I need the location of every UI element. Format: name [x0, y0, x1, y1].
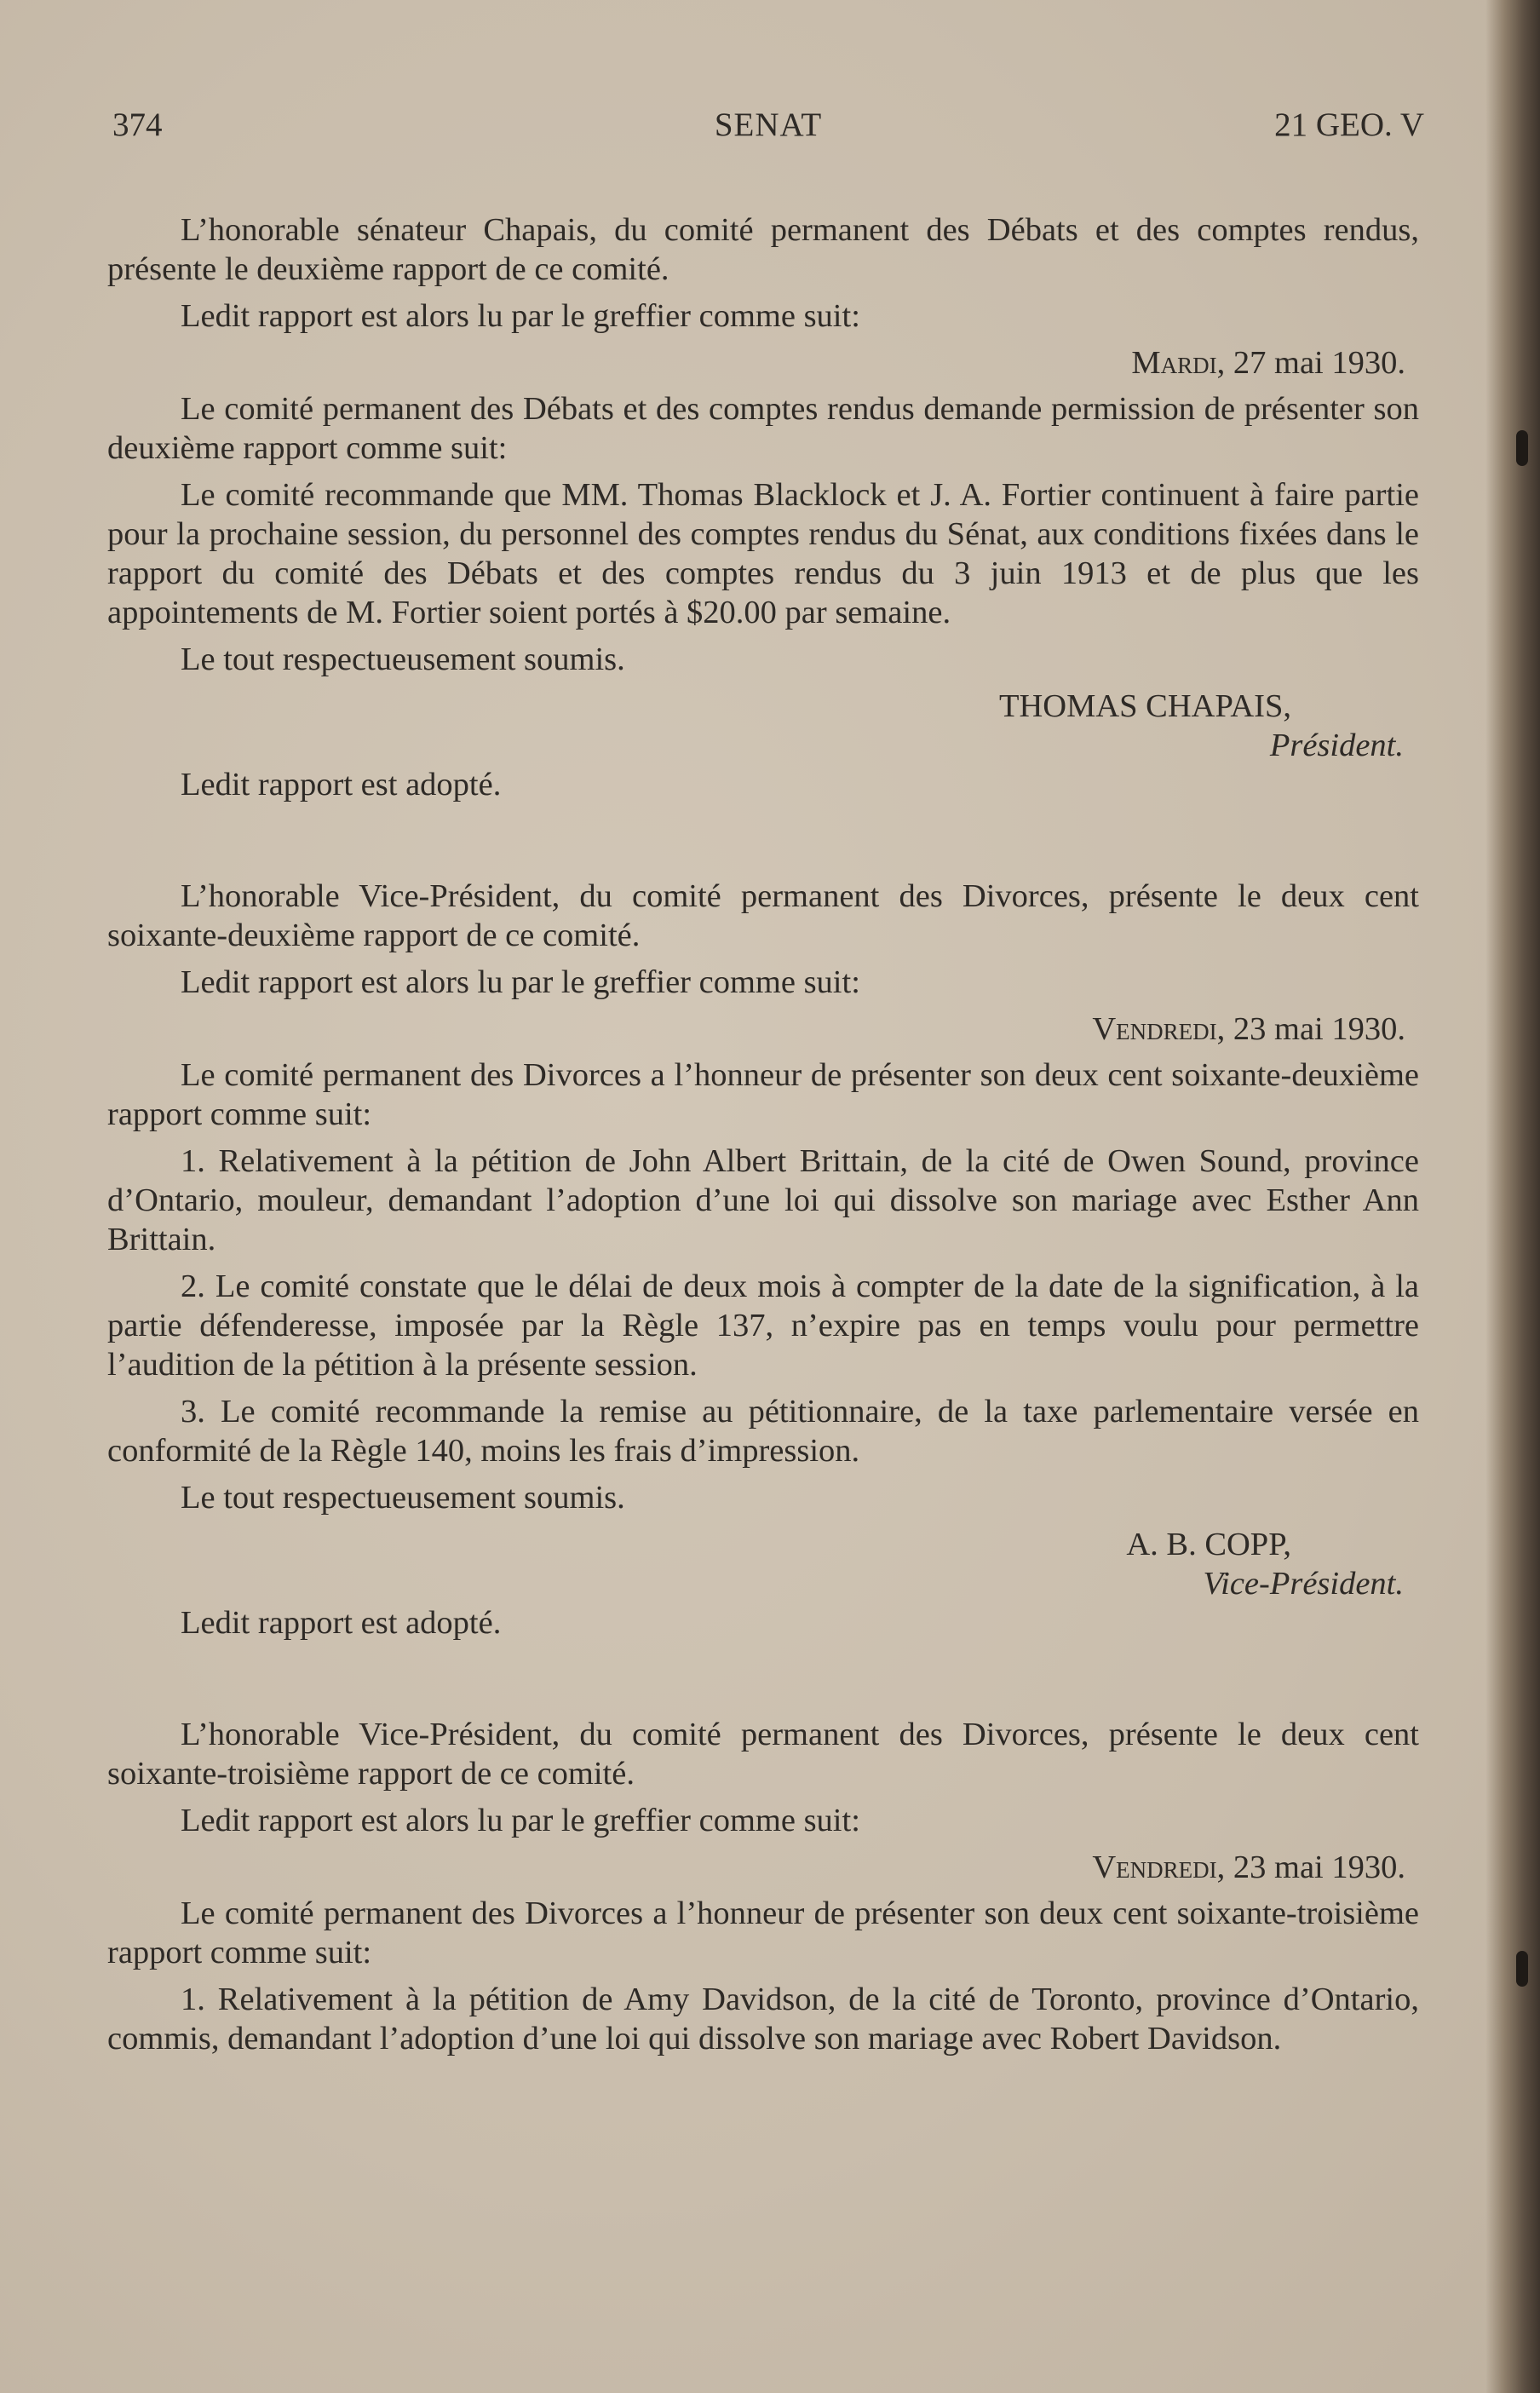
section2-intro: L’honorable Vice-Président, du comité permanent des Divorces, présente le deux cent soixante-deuxième rapport de ce comité. — [107, 878, 1419, 953]
section2-submitted: Le tout respectueusement soumis. — [181, 1480, 625, 1516]
section2-role: Vice-Président. — [1203, 1566, 1404, 1602]
section2-date-rest: , 23 mai 1930. — [1216, 1011, 1405, 1047]
section1-submitted: Le tout respectueusement soumis. — [181, 641, 625, 677]
spine-mark — [1516, 1951, 1528, 1987]
section1-read: Ledit rapport est alors lu par le greffier comme suit: — [181, 298, 860, 334]
section2-signatory: A. B. COPP, — [1126, 1527, 1291, 1562]
section3-intro: L’honorable Vice-Président, du comité permanent des Divorces, présente le deux cent soixante-troisième rapport de ce comité. — [107, 1717, 1419, 1792]
section-gap — [107, 812, 1419, 877]
running-title: SENAT — [714, 106, 823, 143]
section3-read: Ledit rapport est alors lu par le greffier comme suit: — [181, 1803, 860, 1838]
section3-item1: 1. Relativement à la pétition de Amy Davidson, de la cité de Toronto, province d’Ontario, commis, demandant l’adoption d’une loi qui dissolve son mariage avec Robert Davidson. — [107, 1982, 1419, 2056]
section2-item2: 2. Le comité constate que le délai de deux mois à compter de la date de la signification, à la partie défenderesse, imposée par la Règle 137, n’expire pas en temps voulu pour permettre l’audition de la pétition à la présente session. — [107, 1268, 1419, 1383]
section1-date — [107, 343, 1419, 383]
section2-adopted: Ledit rapport est adopté. — [181, 1605, 502, 1641]
section1-date-rest: , 27 mai 1930. — [1216, 345, 1405, 381]
section1-para2: Le comité recommande que MM. Thomas Blacklock et J. A. Fortier continuent à faire partie pour la prochaine session, du personnel des comptes rendus du Sénat, aux conditions fixées dans le rapport du comité des Débats et des comptes rendus du 3 juin 1913 et de plus que les appointements de M. Fortier soient portés à $20.00 par semaine. — [107, 477, 1419, 630]
section3-date-rest: , 23 mai 1930. — [1216, 1849, 1405, 1885]
section2-date-day: Vendredi — [1092, 1011, 1217, 1047]
section1-intro: L’honorable sénateur Chapais, du comité permanent des Débats et des comptes rendus, présente le deuxième rapport de ce comité. — [107, 212, 1419, 287]
spine-mark — [1516, 430, 1528, 466]
section2-item3: 3. Le comité recommande la remise au pétitionnaire, de la taxe parlementaire versée en conformité de la Règle 140, moins les frais d’impression. — [107, 1394, 1419, 1469]
section2-para1: Le comité permanent des Divorces a l’honneur de présenter son deux cent soixante-deuxième rapport comme suit: — [107, 1057, 1419, 1132]
section1-para1: Le comité permanent des Débats et des comptes rendus demande permission de présenter son deuxième rapport comme suit: — [107, 391, 1419, 466]
page-body — [107, 210, 1419, 2066]
section2-date — [107, 1010, 1419, 1049]
section1-signatory: THOMAS CHAPAIS, — [998, 688, 1291, 724]
book-spine-shadow — [1485, 0, 1540, 2393]
section3-para1: Le comité permanent des Divorces a l’honneur de présenter son deux cent soixante-troisième rapport comme suit: — [107, 1895, 1419, 1970]
section1-adopted: Ledit rapport est adopté. — [181, 767, 502, 802]
section1-date-day: Mardi — [1131, 345, 1217, 381]
section3-date-day: Vendredi — [1092, 1849, 1217, 1885]
section-gap — [107, 1650, 1419, 1715]
section2-read: Ledit rapport est alors lu par le greffier comme suit: — [181, 964, 860, 1000]
section3-date — [107, 1848, 1419, 1887]
section2-item1: 1. Relativement à la pétition de John Albert Brittain, de la cité de Owen Sound, province d’Ontario, mouleur, demandant l’adoption d’une loi qui dissolve son mariage avec Esther Ann Brittain. — [107, 1143, 1419, 1257]
page-header — [112, 106, 1424, 157]
section1-role: Président. — [1269, 728, 1404, 763]
page-number: 374 — [112, 106, 163, 143]
regnal-year: 21 GEO. V — [1274, 106, 1424, 143]
